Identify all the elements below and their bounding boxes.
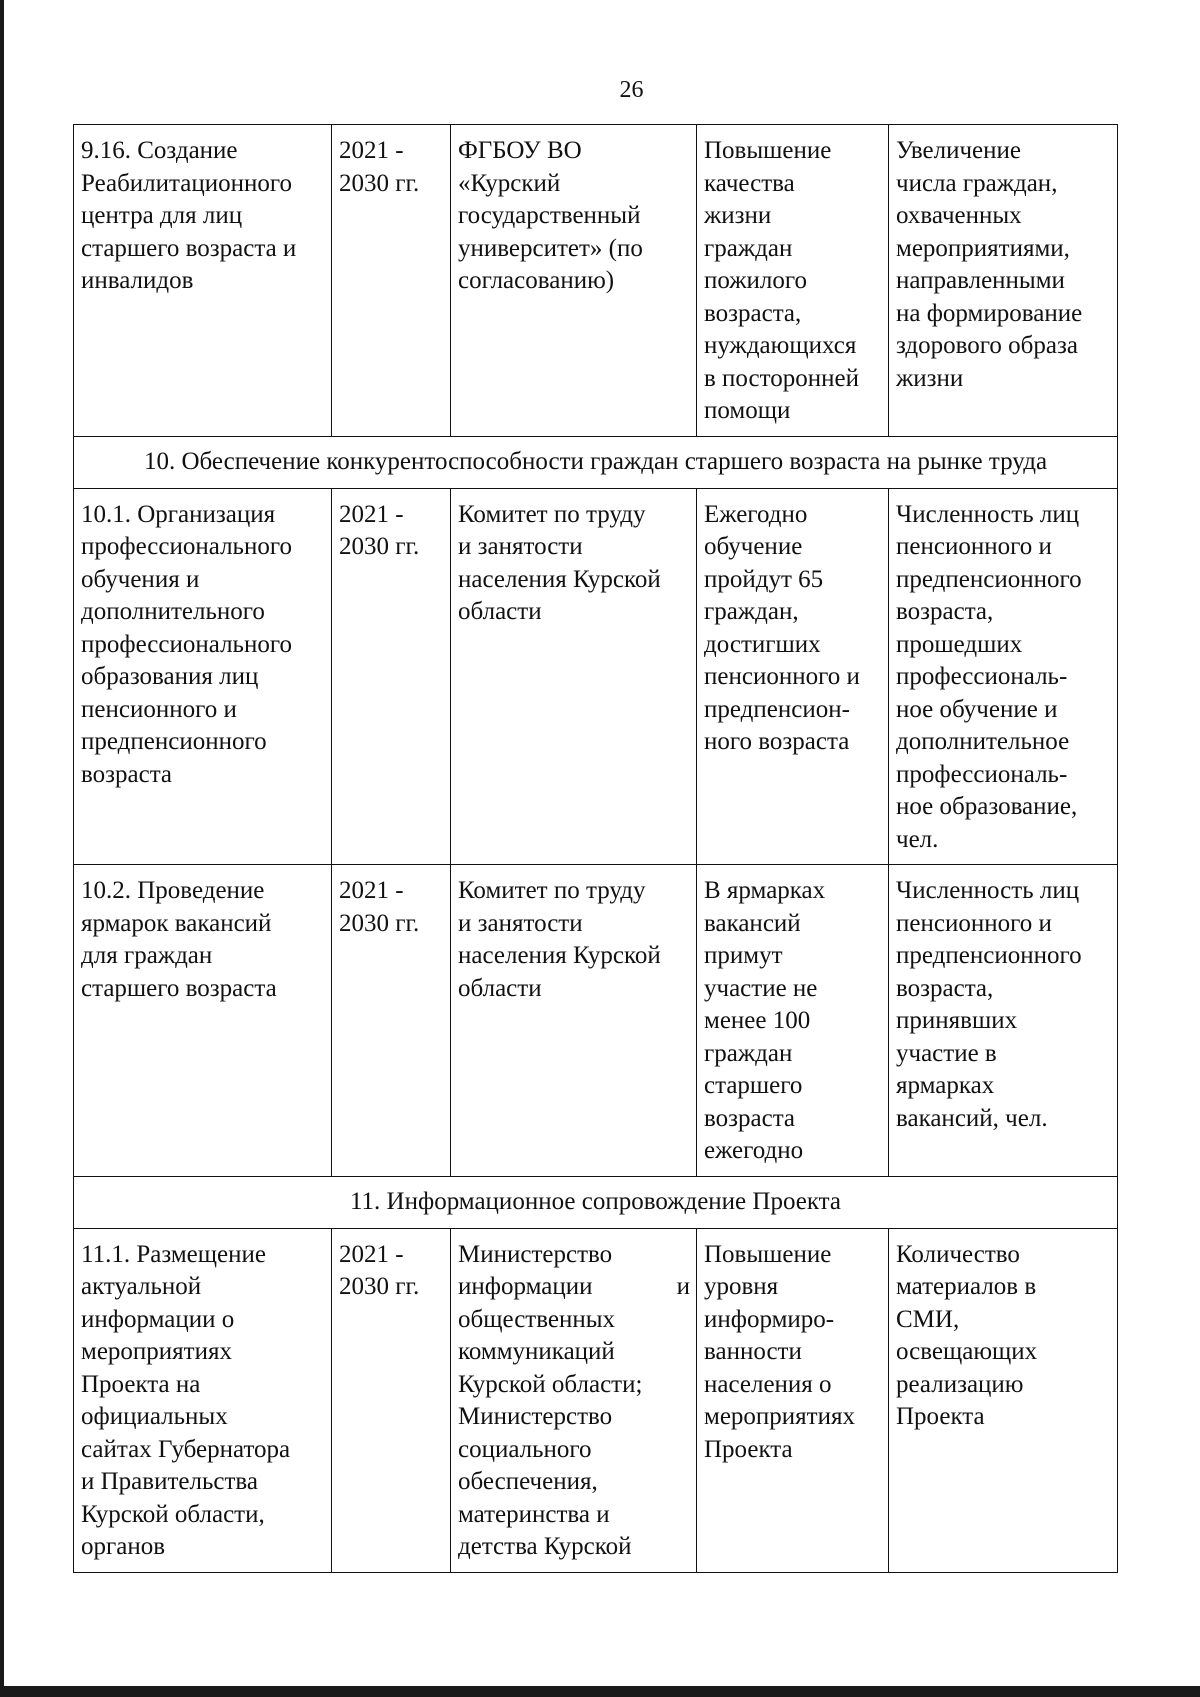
cell-line: Курской области;	[458, 1370, 643, 1398]
cell-line: 2021 -	[339, 137, 404, 164]
cell-line: помощи	[704, 397, 791, 424]
cell-line: 10.1. Организация	[81, 500, 276, 528]
cell-line: старшего	[704, 1072, 803, 1099]
executor-cell	[451, 125, 697, 437]
period-cell	[332, 125, 451, 437]
indicator-cell	[889, 488, 1118, 865]
cell-line: 2030 гг.	[339, 533, 420, 560]
page-number: 26	[619, 77, 644, 103]
cell-line: профессионального	[81, 533, 292, 560]
cell-line: 9.16. Создание	[81, 137, 238, 164]
cell-line: обучение	[704, 533, 803, 560]
measure-cell	[74, 865, 332, 1177]
cell-line: органов	[81, 1533, 166, 1560]
cell-line: принявших	[896, 1007, 1018, 1034]
cell-line: пенсионного и	[704, 663, 860, 690]
cell-line: граждан	[704, 1039, 793, 1067]
cell-line: 10.2. Проведение	[81, 877, 265, 904]
cell-line: 2030 гг.	[339, 1273, 420, 1300]
result-cell	[697, 1228, 889, 1572]
cell-line: Проекта	[704, 1435, 793, 1463]
cell-line: информиро-	[704, 1305, 835, 1333]
cell-line: чел.	[896, 825, 939, 853]
cell-line: материалов в	[896, 1273, 1037, 1300]
section-row	[74, 436, 1118, 488]
executor-cell	[451, 1228, 697, 1572]
cell-line: жизни	[704, 202, 772, 229]
cell-line: Повышение	[704, 137, 832, 164]
cell-line: «Курский	[458, 169, 561, 197]
cell-line: возраста,	[896, 974, 994, 1002]
cell-line: старшего возраста	[81, 974, 277, 1002]
cell-line: предпенсионного	[81, 728, 267, 755]
cell-line: на формирование	[896, 299, 1083, 327]
cell-line: пожилого	[704, 267, 808, 294]
cell-line: 2021 -	[339, 1240, 404, 1268]
cell-line: СМИ,	[896, 1305, 960, 1333]
cell-line: нуждающихся	[704, 332, 857, 359]
cell-line: Комитет по труду	[458, 877, 646, 904]
cell-line: обеспечения,	[458, 1468, 598, 1495]
result-cell	[697, 125, 889, 437]
cell-line: мероприятиях	[81, 1338, 232, 1365]
cell-line: ярмарках	[896, 1072, 995, 1099]
cell-line: возраста	[704, 1104, 796, 1132]
cell-line: предпенсионного	[896, 565, 1082, 593]
cell-line: Министерство	[458, 1240, 613, 1268]
cell-line: социального	[458, 1435, 592, 1463]
indicator-cell	[889, 125, 1118, 437]
measures-table-body	[74, 125, 1118, 1573]
cell-line: 2021 -	[339, 877, 404, 904]
cell-line: В ярмарках	[704, 877, 826, 904]
result-cell	[697, 488, 889, 865]
cell-line: Увеличение	[896, 137, 1022, 164]
cell-line: Комитет по труду	[458, 500, 646, 528]
cell-line: общественных	[458, 1305, 616, 1333]
indicator-cell	[889, 1228, 1118, 1572]
result-cell	[697, 865, 889, 1177]
cell-line: предпенсион-	[704, 695, 850, 723]
cell-line: 2030 гг.	[339, 169, 420, 197]
cell-line: прошедших	[896, 630, 1023, 658]
section-row	[74, 1176, 1118, 1228]
scan-edge-bottom	[0, 1686, 1200, 1697]
cell-line: участие не	[704, 974, 818, 1002]
cell-line: дополнительное	[896, 728, 1070, 755]
section-title: 10. Обеспечение конкурентоспособности граждан старшего возраста на рынке труда	[74, 436, 1118, 488]
cell-line: охваченных	[896, 202, 1022, 229]
cell-line: дополнительного	[81, 598, 265, 625]
cell-line: актуальной	[81, 1273, 202, 1300]
cell-line: населения Курской	[458, 565, 661, 593]
cell-line: граждан	[704, 234, 793, 262]
cell-line: области	[458, 974, 542, 1002]
cell-line: профессиональ-	[896, 663, 1068, 690]
cell-line: государственный	[458, 202, 641, 229]
cell-line: Численность лиц	[896, 877, 1080, 904]
executor-cell	[451, 865, 697, 1177]
cell-line: информации о	[81, 1305, 235, 1333]
cell-line: согласованию)	[458, 267, 615, 294]
cell-line: числа граждан,	[896, 169, 1058, 197]
measure-cell	[74, 488, 332, 865]
cell-line: старшего возраста и	[81, 234, 297, 262]
cell-line: возраста,	[704, 299, 802, 327]
cell-line: 2030 гг.	[339, 909, 420, 937]
cell-line: вакансий, чел.	[896, 1104, 1048, 1132]
period-cell	[332, 488, 451, 865]
cell-line: Повышение	[704, 1240, 832, 1268]
cell-line: 2021 -	[339, 500, 404, 528]
cell-line: примут	[704, 942, 783, 969]
cell-line: населения Курской	[458, 942, 661, 969]
cell-line: ФГБОУ ВО	[458, 137, 582, 164]
cell-line: ное образование,	[896, 793, 1078, 820]
measures-table	[73, 124, 1118, 1573]
cell-line: для граждан	[81, 942, 213, 969]
cell-line: качества	[704, 169, 795, 197]
cell-line: возраста	[81, 760, 173, 788]
cell-line: освещающих	[896, 1338, 1038, 1365]
cell-line: коммуникаций	[458, 1338, 615, 1365]
table-row	[74, 1228, 1118, 1572]
cell-line: реализацию	[896, 1370, 1024, 1398]
table-row	[74, 125, 1118, 437]
cell-line: информации и	[458, 1273, 690, 1300]
cell-line: и занятости	[458, 909, 583, 937]
cell-line: пенсионного и	[896, 909, 1052, 937]
cell-line: ванности	[704, 1338, 802, 1365]
cell-line: Проекта	[896, 1403, 985, 1430]
cell-line: пройдут 65	[704, 565, 824, 593]
table-row	[74, 865, 1118, 1177]
cell-line: профессиональ-	[896, 760, 1068, 788]
cell-line: ного возраста	[704, 728, 850, 755]
cell-line: образования лиц	[81, 663, 259, 690]
cell-line: ное обучение и	[896, 695, 1058, 723]
cell-line: Ежегодно	[704, 500, 808, 528]
measure-cell	[74, 125, 332, 437]
cell-line: сайтах Губернатора	[81, 1435, 291, 1463]
cell-line: инвалидов	[81, 267, 194, 294]
cell-line: возраста,	[896, 598, 994, 625]
cell-line: Проекта на	[81, 1370, 201, 1398]
indicator-cell	[889, 865, 1118, 1177]
cell-line: центра для лиц	[81, 202, 243, 229]
cell-line: обучения и	[81, 565, 200, 593]
measure-cell	[74, 1228, 332, 1572]
cell-line: пенсионного и	[896, 533, 1052, 560]
cell-line: официальных	[81, 1403, 228, 1430]
period-cell	[332, 1228, 451, 1572]
cell-line: университет» (по	[458, 234, 643, 262]
cell-line: материнства и	[458, 1500, 610, 1528]
cell-line: Курской области,	[81, 1500, 265, 1528]
cell-line: ежегодно	[704, 1137, 804, 1164]
cell-line: в посторонней	[704, 364, 859, 392]
cell-line: Министерство	[458, 1403, 613, 1430]
cell-line: направленными	[896, 267, 1065, 294]
cell-line: детства Курской	[458, 1533, 632, 1560]
cell-line: уровня	[704, 1273, 779, 1300]
cell-line: мероприятиями,	[896, 234, 1070, 262]
cell-line: 11.1. Размещение	[81, 1240, 266, 1268]
cell-line: Количество	[896, 1240, 1020, 1268]
cell-line: вакансий	[704, 909, 801, 937]
cell-line: Реабилитационного	[81, 169, 292, 197]
cell-line: достигших	[704, 630, 821, 658]
section-title: 11. Информационное сопровождение Проекта	[74, 1176, 1118, 1228]
cell-line: населения о	[704, 1370, 832, 1398]
cell-line: мероприятиях	[704, 1403, 855, 1430]
cell-line: менее 100	[704, 1007, 811, 1034]
cell-line: здорового образа	[896, 332, 1078, 359]
cell-line: профессионального	[81, 630, 292, 658]
cell-line: и Правительства	[81, 1468, 258, 1495]
cell-line: предпенсионного	[896, 942, 1082, 969]
cell-line: Численность лиц	[896, 500, 1080, 528]
period-cell	[332, 865, 451, 1177]
cell-line: пенсионного и	[81, 695, 237, 723]
cell-line: участие в	[896, 1039, 997, 1067]
scan-edge-left	[0, 0, 4, 1697]
cell-line: и занятости	[458, 533, 583, 560]
cell-line: области	[458, 598, 542, 625]
table-row	[74, 488, 1118, 865]
cell-line: ярмарок вакансий	[81, 909, 272, 937]
executor-cell	[451, 488, 697, 865]
cell-line: жизни	[896, 364, 964, 392]
cell-line: граждан,	[704, 598, 799, 625]
